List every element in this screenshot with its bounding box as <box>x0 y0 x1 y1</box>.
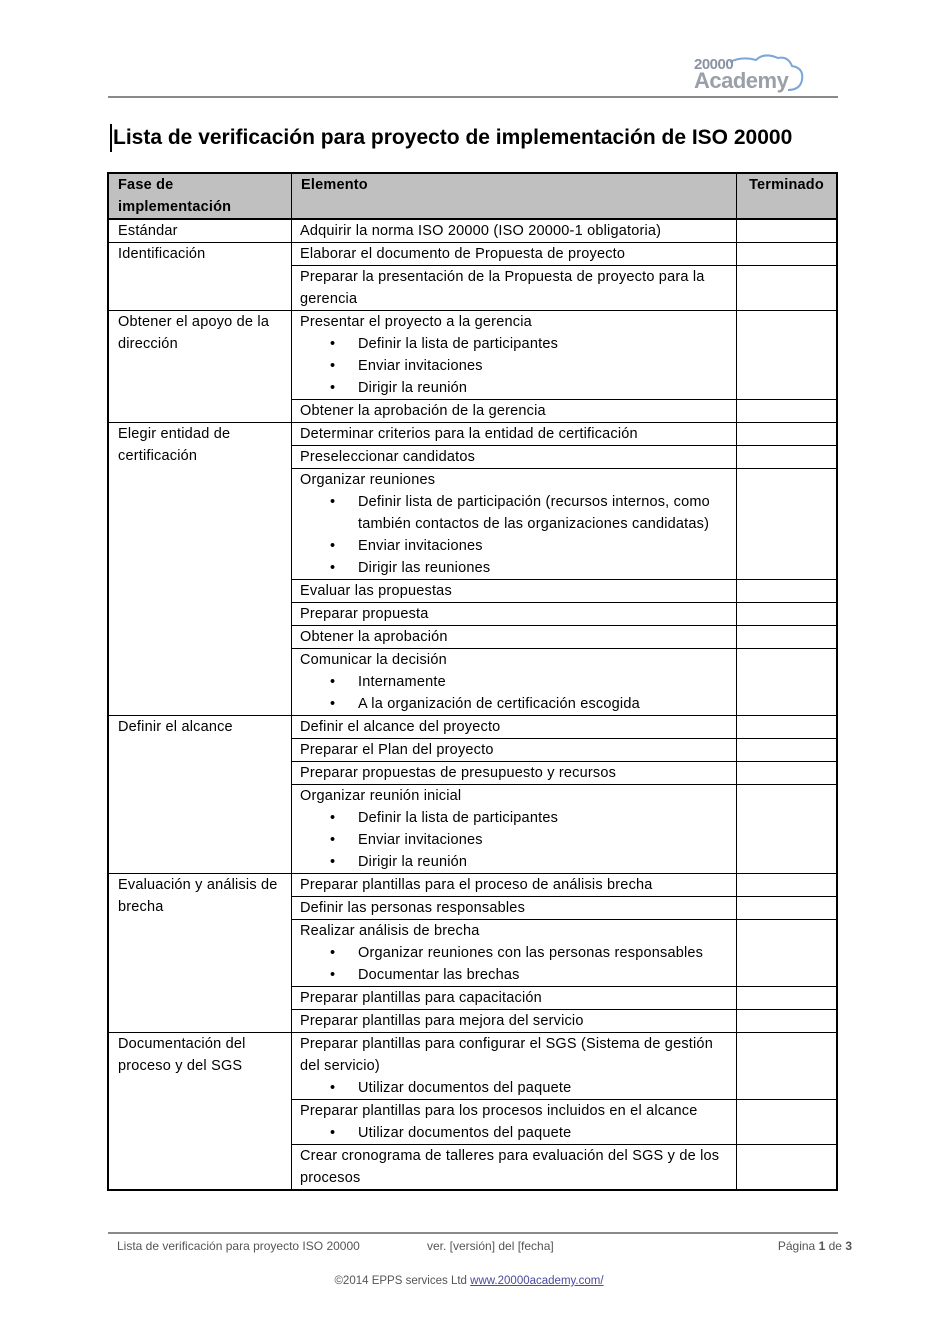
phase-cell: Identificación <box>108 243 292 311</box>
done-checkbox-cell[interactable] <box>737 1100 838 1145</box>
item-text: Determinar criterios para la entidad de certificación <box>300 426 638 442</box>
sub-item-bullet: • Documentar las brechas <box>300 964 728 986</box>
document-title: Lista de verificación para proyecto de implementación de ISO 20000 <box>110 124 792 152</box>
done-checkbox-cell[interactable] <box>737 626 838 649</box>
sub-item-bullet: • Definir lista de participación (recursos internos, como también contactos de las organizaciones candidatas) <box>300 491 728 535</box>
done-checkbox-cell[interactable] <box>737 469 838 580</box>
item-cell <box>292 311 737 400</box>
item-text: Preparar plantillas para los procesos incluidos en el alcance <box>300 1103 698 1119</box>
table-row <box>108 243 837 266</box>
item-text: Realizar análisis de brecha <box>300 923 480 939</box>
done-checkbox-cell[interactable] <box>737 785 838 874</box>
done-checkbox-cell[interactable] <box>737 987 838 1010</box>
item-text: Preparar la presentación de la Propuesta de proyecto para la gerencia <box>300 269 705 307</box>
item-cell <box>292 580 737 603</box>
page-current: 1 <box>818 1239 826 1253</box>
done-checkbox-cell[interactable] <box>737 603 838 626</box>
sub-item-bullet: • Dirigir la reunión <box>300 851 728 873</box>
item-cell <box>292 785 737 874</box>
table-body <box>108 219 837 1190</box>
logo-number: 20000 <box>694 56 734 73</box>
sub-item-bullet: • Enviar invitaciones <box>300 829 728 851</box>
done-checkbox-cell[interactable] <box>737 716 838 739</box>
footer-version: ver. [versión] del [fecha] <box>427 1239 554 1253</box>
item-cell <box>292 987 737 1010</box>
done-checkbox-cell[interactable] <box>737 423 838 446</box>
done-checkbox-cell[interactable] <box>737 762 838 785</box>
phase-cell: Obtener el apoyo de la dirección <box>108 311 292 423</box>
phase-cell: Estándar <box>108 219 292 243</box>
item-cell <box>292 243 737 266</box>
item-text: Evaluar las propuestas <box>300 583 452 599</box>
sub-item-bullet: • Dirigir las reuniones <box>300 557 728 579</box>
item-text: Presentar el proyecto a la gerencia <box>300 314 532 330</box>
item-cell <box>292 649 737 716</box>
item-cell <box>292 469 737 580</box>
page-of: de <box>828 1239 842 1253</box>
sub-item-bullet: • A la organización de certificación escogida <box>300 693 728 715</box>
item-cell <box>292 1145 737 1191</box>
item-cell <box>292 1100 737 1145</box>
item-text: Definir el alcance del proyecto <box>300 719 501 735</box>
item-text: Obtener la aprobación <box>300 629 448 645</box>
item-text: Preseleccionar candidatos <box>300 449 476 465</box>
page-total: 3 <box>845 1239 852 1253</box>
item-cell <box>292 626 737 649</box>
done-checkbox-cell[interactable] <box>737 266 838 311</box>
done-checkbox-cell[interactable] <box>737 739 838 762</box>
copyright-text: ©2014 EPPS services Ltd <box>334 1275 467 1287</box>
item-cell <box>292 423 737 446</box>
sub-item-bullet: • Utilizar documentos del paquete <box>300 1077 728 1099</box>
done-checkbox-cell[interactable] <box>737 311 838 400</box>
header-divider <box>108 96 838 98</box>
table-row <box>108 423 837 446</box>
item-cell <box>292 716 737 739</box>
footer-doc-name: Lista de verificación para proyecto ISO 20000 <box>117 1239 360 1253</box>
done-checkbox-cell[interactable] <box>737 446 838 469</box>
done-checkbox-cell[interactable] <box>737 580 838 603</box>
done-checkbox-cell[interactable] <box>737 897 838 920</box>
done-checkbox-cell[interactable] <box>737 920 838 987</box>
phase-cell: Elegir entidad de certificación <box>108 423 292 716</box>
table-row <box>108 311 837 400</box>
done-checkbox-cell[interactable] <box>737 219 838 243</box>
item-text: Definir las personas responsables <box>300 900 526 916</box>
item-cell <box>292 897 737 920</box>
sub-item-bullet: • Enviar invitaciones <box>300 535 728 557</box>
footer-copyright <box>0 1275 938 1287</box>
page-label: Página <box>777 1239 816 1253</box>
item-text: Preparar plantillas para mejora del servicio <box>300 1013 584 1029</box>
done-checkbox-cell[interactable] <box>737 874 838 897</box>
sub-item-bullet: • Internamente <box>300 671 728 693</box>
item-cell <box>292 446 737 469</box>
item-cell <box>292 920 737 987</box>
sub-item-bullet: • Enviar invitaciones <box>300 355 728 377</box>
sub-item-bullet: • Definir la lista de participantes <box>300 333 728 355</box>
item-text: Preparar el Plan del proyecto <box>300 742 494 758</box>
header-item: Elemento <box>292 173 737 219</box>
logo-word: Academy <box>694 68 789 93</box>
header-done: Terminado <box>737 173 838 219</box>
done-checkbox-cell[interactable] <box>737 400 838 423</box>
item-text: Preparar propuestas de presupuesto y recursos <box>300 765 617 781</box>
item-cell <box>292 266 737 311</box>
item-text: Preparar plantillas para capacitación <box>300 990 542 1006</box>
item-cell <box>292 874 737 897</box>
table-row <box>108 874 837 897</box>
checklist-table <box>107 172 838 1191</box>
company-logo <box>692 56 812 96</box>
item-text: Preparar propuesta <box>300 606 429 622</box>
item-text: Adquirir la norma ISO 20000 (ISO 20000-1 obligatoria) <box>300 223 662 239</box>
item-cell <box>292 219 737 243</box>
phase-cell: Definir el alcance <box>108 716 292 874</box>
item-cell <box>292 762 737 785</box>
item-text: Preparar plantillas para configurar el SGS (Sistema de gestión del servicio) <box>300 1036 713 1074</box>
phase-cell: Evaluación y análisis de brecha <box>108 874 292 1033</box>
table-row <box>108 1033 837 1100</box>
item-text: Organizar reunión inicial <box>300 788 462 804</box>
website-link[interactable]: www.20000academy.com/ <box>470 1275 604 1287</box>
sub-item-bullet: • Organizar reuniones con las personas responsables <box>300 942 728 964</box>
item-text: Obtener la aprobación de la gerencia <box>300 403 546 419</box>
done-checkbox-cell[interactable] <box>737 243 838 266</box>
sub-item-bullet: • Definir la lista de participantes <box>300 807 728 829</box>
item-cell <box>292 1033 737 1100</box>
item-text: Preparar plantillas para el proceso de análisis brecha <box>300 877 653 893</box>
item-text: Elaborar el documento de Propuesta de proyecto <box>300 246 626 262</box>
table-row <box>108 219 837 243</box>
item-cell <box>292 739 737 762</box>
item-cell <box>292 603 737 626</box>
done-checkbox-cell[interactable] <box>737 1033 838 1100</box>
done-checkbox-cell[interactable] <box>737 1010 838 1033</box>
sub-item-bullet: • Utilizar documentos del paquete <box>300 1122 728 1144</box>
header-phase: Fase de implementación <box>108 173 292 219</box>
table-row <box>108 716 837 739</box>
footer-divider <box>108 1232 838 1234</box>
item-cell <box>292 400 737 423</box>
done-checkbox-cell[interactable] <box>737 1145 838 1191</box>
footer-page-number <box>778 1239 852 1253</box>
phase-cell: Documentación del proceso y del SGS <box>108 1033 292 1191</box>
item-text: Comunicar la decisión <box>300 652 447 668</box>
item-text: Crear cronograma de talleres para evaluación del SGS y de los procesos <box>300 1148 720 1186</box>
item-cell <box>292 1010 737 1033</box>
item-text: Organizar reuniones <box>300 472 436 488</box>
done-checkbox-cell[interactable] <box>737 649 838 716</box>
table-header-row <box>108 173 837 219</box>
sub-item-bullet: • Dirigir la reunión <box>300 377 728 399</box>
